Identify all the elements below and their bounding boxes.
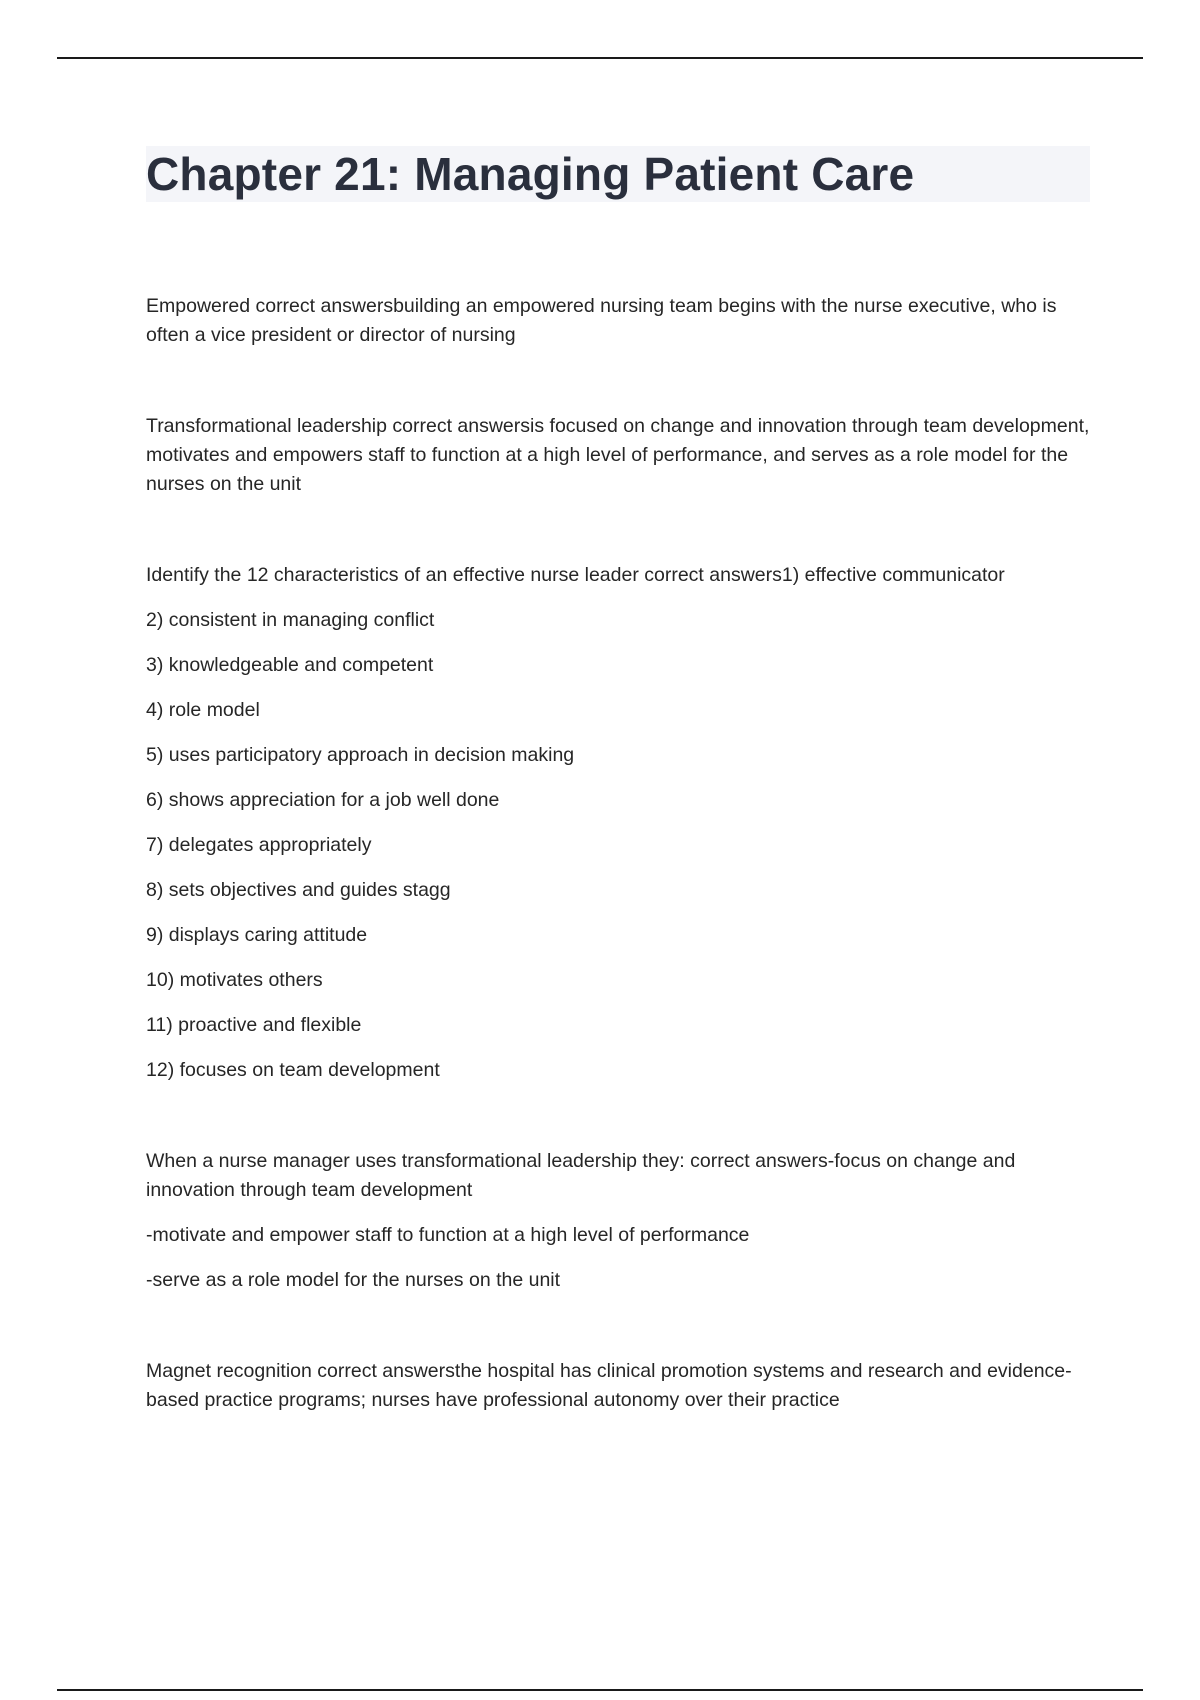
list-item: 3) knowledgeable and competent bbox=[146, 654, 434, 676]
list-item: 4) role model bbox=[146, 699, 260, 721]
top-rule bbox=[57, 57, 1143, 59]
qa-entry-transformational-leadership bbox=[146, 412, 1090, 499]
list-item: 9) displays caring attitude bbox=[146, 924, 368, 946]
qa-line: Transformational leadership correct answersis focused on change and innovation through team development, motivates and empowers staff to function at a high level of performance, and serves as a role model for the nurses on the unit bbox=[146, 415, 1090, 495]
list-item: -motivate and empower staff to function at a high level of performance bbox=[146, 1224, 750, 1246]
qa-entry-nurse-leader-characteristics bbox=[146, 561, 1090, 1085]
qa-line: Magnet recognition correct answersthe hospital has clinical promotion systems and research and evidence-based practice programs; nurses have professional autonomy over their practice bbox=[146, 1360, 1072, 1411]
qa-entry-nurse-manager-transformational bbox=[146, 1147, 1090, 1295]
list-item: 10) motivates others bbox=[146, 969, 323, 991]
list-item: 12) focuses on team development bbox=[146, 1059, 440, 1081]
bottom-rule bbox=[57, 1689, 1143, 1691]
list-item: 8) sets objectives and guides stagg bbox=[146, 879, 451, 901]
qa-entry-empowered bbox=[146, 292, 1090, 350]
qa-line: Identify the 12 characteristics of an effective nurse leader correct answers1) effective communicator bbox=[146, 564, 1005, 586]
qa-line: Empowered correct answersbuilding an empowered nursing team begins with the nurse executive, who is often a vice president or director of nursing bbox=[146, 295, 1057, 346]
document-body bbox=[146, 146, 1090, 1415]
list-item: 11) proactive and flexible bbox=[146, 1014, 362, 1036]
page-title: Chapter 21: Managing Patient Care bbox=[146, 148, 915, 200]
qa-line: When a nurse manager uses transformational leadership they: correct answers-focus on change and innovation through team development bbox=[146, 1150, 1016, 1201]
qa-entry-magnet-recognition bbox=[146, 1357, 1090, 1415]
title-banner bbox=[146, 146, 1090, 202]
list-item: 7) delegates appropriately bbox=[146, 834, 372, 856]
list-item: 2) consistent in managing conflict bbox=[146, 609, 435, 631]
list-item: -serve as a role model for the nurses on the unit bbox=[146, 1269, 561, 1291]
list-item: 5) uses participatory approach in decision making bbox=[146, 744, 575, 766]
list-item: 6) shows appreciation for a job well done bbox=[146, 789, 500, 811]
